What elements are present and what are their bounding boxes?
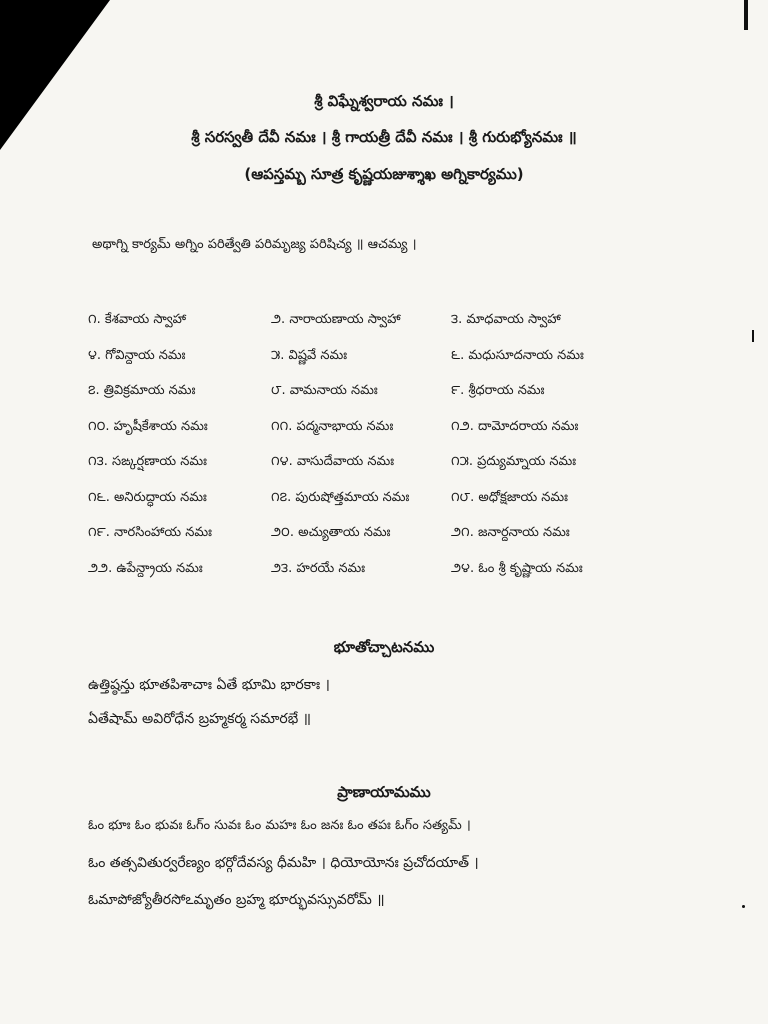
invocation-deities: శ్రీ సరస్వతీ దేవీ నమః । శ్రీ గాయత్రీ దేవీ నమః । శ్రీ గురుభ్యోనమః ॥	[191, 128, 577, 146]
names-row	[88, 348, 648, 384]
name-entry: ౮. వామనాయ నమః	[271, 383, 378, 398]
name-entry: ౭. త్రివిక్రమాయ నమః	[88, 383, 196, 398]
name-entry: ౧౦. హృషీకేశాయ నమః	[88, 418, 208, 434]
mantra-line: ఓం భూః ఓం భువః ఓగ్‌ం సువః ఓం మహః ఓం జనః ఓం తపః ఓగ్‌ం సత్యమ్ ।	[88, 818, 471, 833]
name-entry: ౨౦. అచ్యుతాయ నమః	[271, 525, 391, 540]
section-title-pranayama: ప్రాణాయామము	[337, 783, 431, 801]
mantra-line: ఓం తత్సవితుర్వరేణ్యం భర్గోదేవస్య ధీమహి । ధియోయోనః ప్రచోదయాత్ ।	[88, 855, 479, 871]
name-entry: ౬. మధుసూదనాయ నమః	[451, 347, 584, 363]
name-entry: ౩. మాధవాయ స్వాహా	[451, 312, 561, 327]
verse-line: ఉత్తిష్ఠన్తు భూతపిశాచాః ఏతే భూమి భారకాః ।	[88, 677, 330, 693]
keshava-names-grid	[88, 312, 648, 596]
names-row	[88, 490, 648, 526]
name-entry: ౧౧. పద్మనాభాయ నమః	[271, 418, 394, 434]
scan-edge-mark	[752, 330, 754, 342]
names-row	[88, 525, 648, 561]
name-entry: ౧౮. అధోక్షజాయ నమః	[451, 489, 569, 505]
name-entry: ౯. శ్రీధరాయ నమః	[451, 383, 545, 398]
intro-line: అథాగ్ని కార్యమ్ అగ్నిం పరిత్వేతి పరిమృజ్య పరిషిచ్య ॥ ఆచమ్య ।	[92, 237, 417, 252]
names-row	[88, 383, 648, 419]
name-entry: ౨౩. హరయే నమః	[271, 560, 366, 576]
names-row	[88, 454, 648, 490]
section-title-bhutochchatana: భూతోచ్చాటనము	[333, 638, 435, 656]
names-row	[88, 419, 648, 455]
document-subtitle: (ఆపస్తమ్బ సూత్ర కృష్ణయజుశ్శాఖ అగ్నికార్యము)	[244, 165, 524, 183]
scan-speck	[742, 905, 745, 908]
name-entry: ౪. గోవిన్దాయ నమః	[88, 347, 186, 363]
invocation-ganesha: శ్రీ విఘ్నేశ్వరాయ నమః ।	[314, 92, 454, 110]
name-entry: ౨. నారాయణాయ స్వాహా	[271, 312, 401, 327]
names-row	[88, 312, 648, 348]
name-entry: ౧౭. పురుషోత్తమాయ నమః	[271, 489, 410, 505]
names-row	[88, 561, 648, 597]
name-entry: ౨౪. ఓం శ్రీ కృష్ణాయ నమః	[451, 560, 583, 576]
name-entry: ౧౩. సఙ్కర్షణాయ నమః	[88, 454, 207, 469]
mantra-line: ఓమాపోజ్యోతీరసోఽమృతం బ్రహ్మ భూర్భువస్సువరోమ్ ॥	[88, 892, 385, 908]
name-entry: ౧. కేశవాయ స్వాహా	[88, 312, 187, 327]
scan-edge-mark	[744, 0, 748, 30]
name-entry: ౧౪. వాసుదేవాయ నమః	[271, 454, 395, 469]
name-entry: ౧౨. దామోదరాయ నమః	[451, 418, 579, 434]
name-entry: ౧౫. ప్రద్యుమ్నాయ నమః	[451, 454, 577, 469]
name-entry: ౧౯. నారసింహాయ నమః	[88, 525, 212, 540]
name-entry: ౨౧. జనార్దనాయ నమః	[451, 525, 570, 540]
verse-line: ఏతేషామ్ అవిరోధేన బ్రహ్మకర్మ సమారభే ॥	[88, 711, 312, 727]
name-entry: ౫. విష్ణవే నమః	[271, 347, 348, 363]
name-entry: ౨౨. ఉపేన్ద్రాయ నమః	[88, 560, 203, 576]
name-entry: ౧౬. అనిరుద్ధాయ నమః	[88, 489, 207, 505]
